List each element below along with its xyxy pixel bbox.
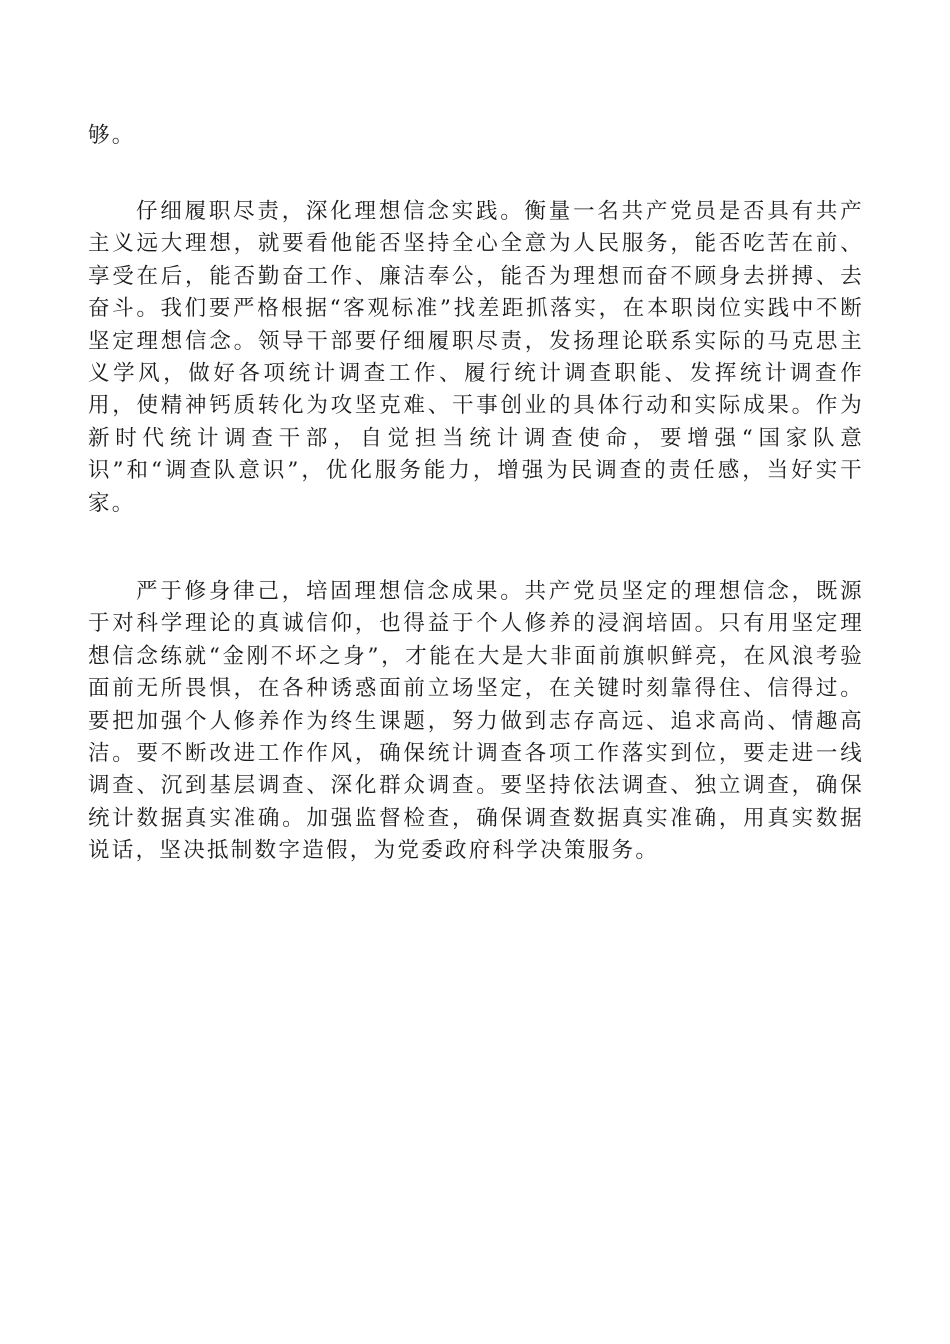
continued-fragment: 够。 <box>88 123 136 148</box>
paragraph-self-discipline: 严于修身律己，培固理想信念成果。共产党员坚定的理想信念，既源于对科学理论的真诚信仰，也得益于个人修养的浸润培固。只有用坚定理想信念练就“金刚不坏之身”，才能在大是大非面前旗帜鲜亮，在风浪考验面前无所畏惧，在各种诱惑面前立场坚定，在关键时刻靠得住、信得过。要把加强个人修养作为终生课题，努力做到志存高远、追求高尚、情趣高洁。要不断改进工作作风，确保统计调查各项工作落实到位，要走进一线调查、沉到基层调查、深化群众调查。要坚持依法调查、独立调查，确保统计数据真实准确。加强监督检查，确保调查数据真实准确，用真实数据说话，坚决抵制数字造假，为党委政府科学决策服务。 <box>88 579 864 864</box>
paragraph-practice: 仔细履职尽责，深化理想信念实践。衡量一名共产党员是否具有共产主义远大理想，就要看他能否坚持全心全意为人民服务，能否吃苦在前、享受在后，能否勤奋工作、廉洁奉公，能否为理想而奋不顾身去拼搏、去奋斗。我们要严格根据“客观标准”找差距抓落实，在本职岗位实践中不断坚定理想信念。领导干部要仔细履职尽责，发扬理论联系实际的马克思主义学风，做好各项统计调查工作、履行统计调查职能、发挥统计调查作用，使精神钙质转化为攻坚克难、干事创业的具体行动和实际成果。作为新时代统计调查干部，自觉担当统计调查使命，要增强“国家队意识”和“调查队意识”，优化服务能力，增强为民调查的责任感，当好实干家。 <box>88 199 864 516</box>
